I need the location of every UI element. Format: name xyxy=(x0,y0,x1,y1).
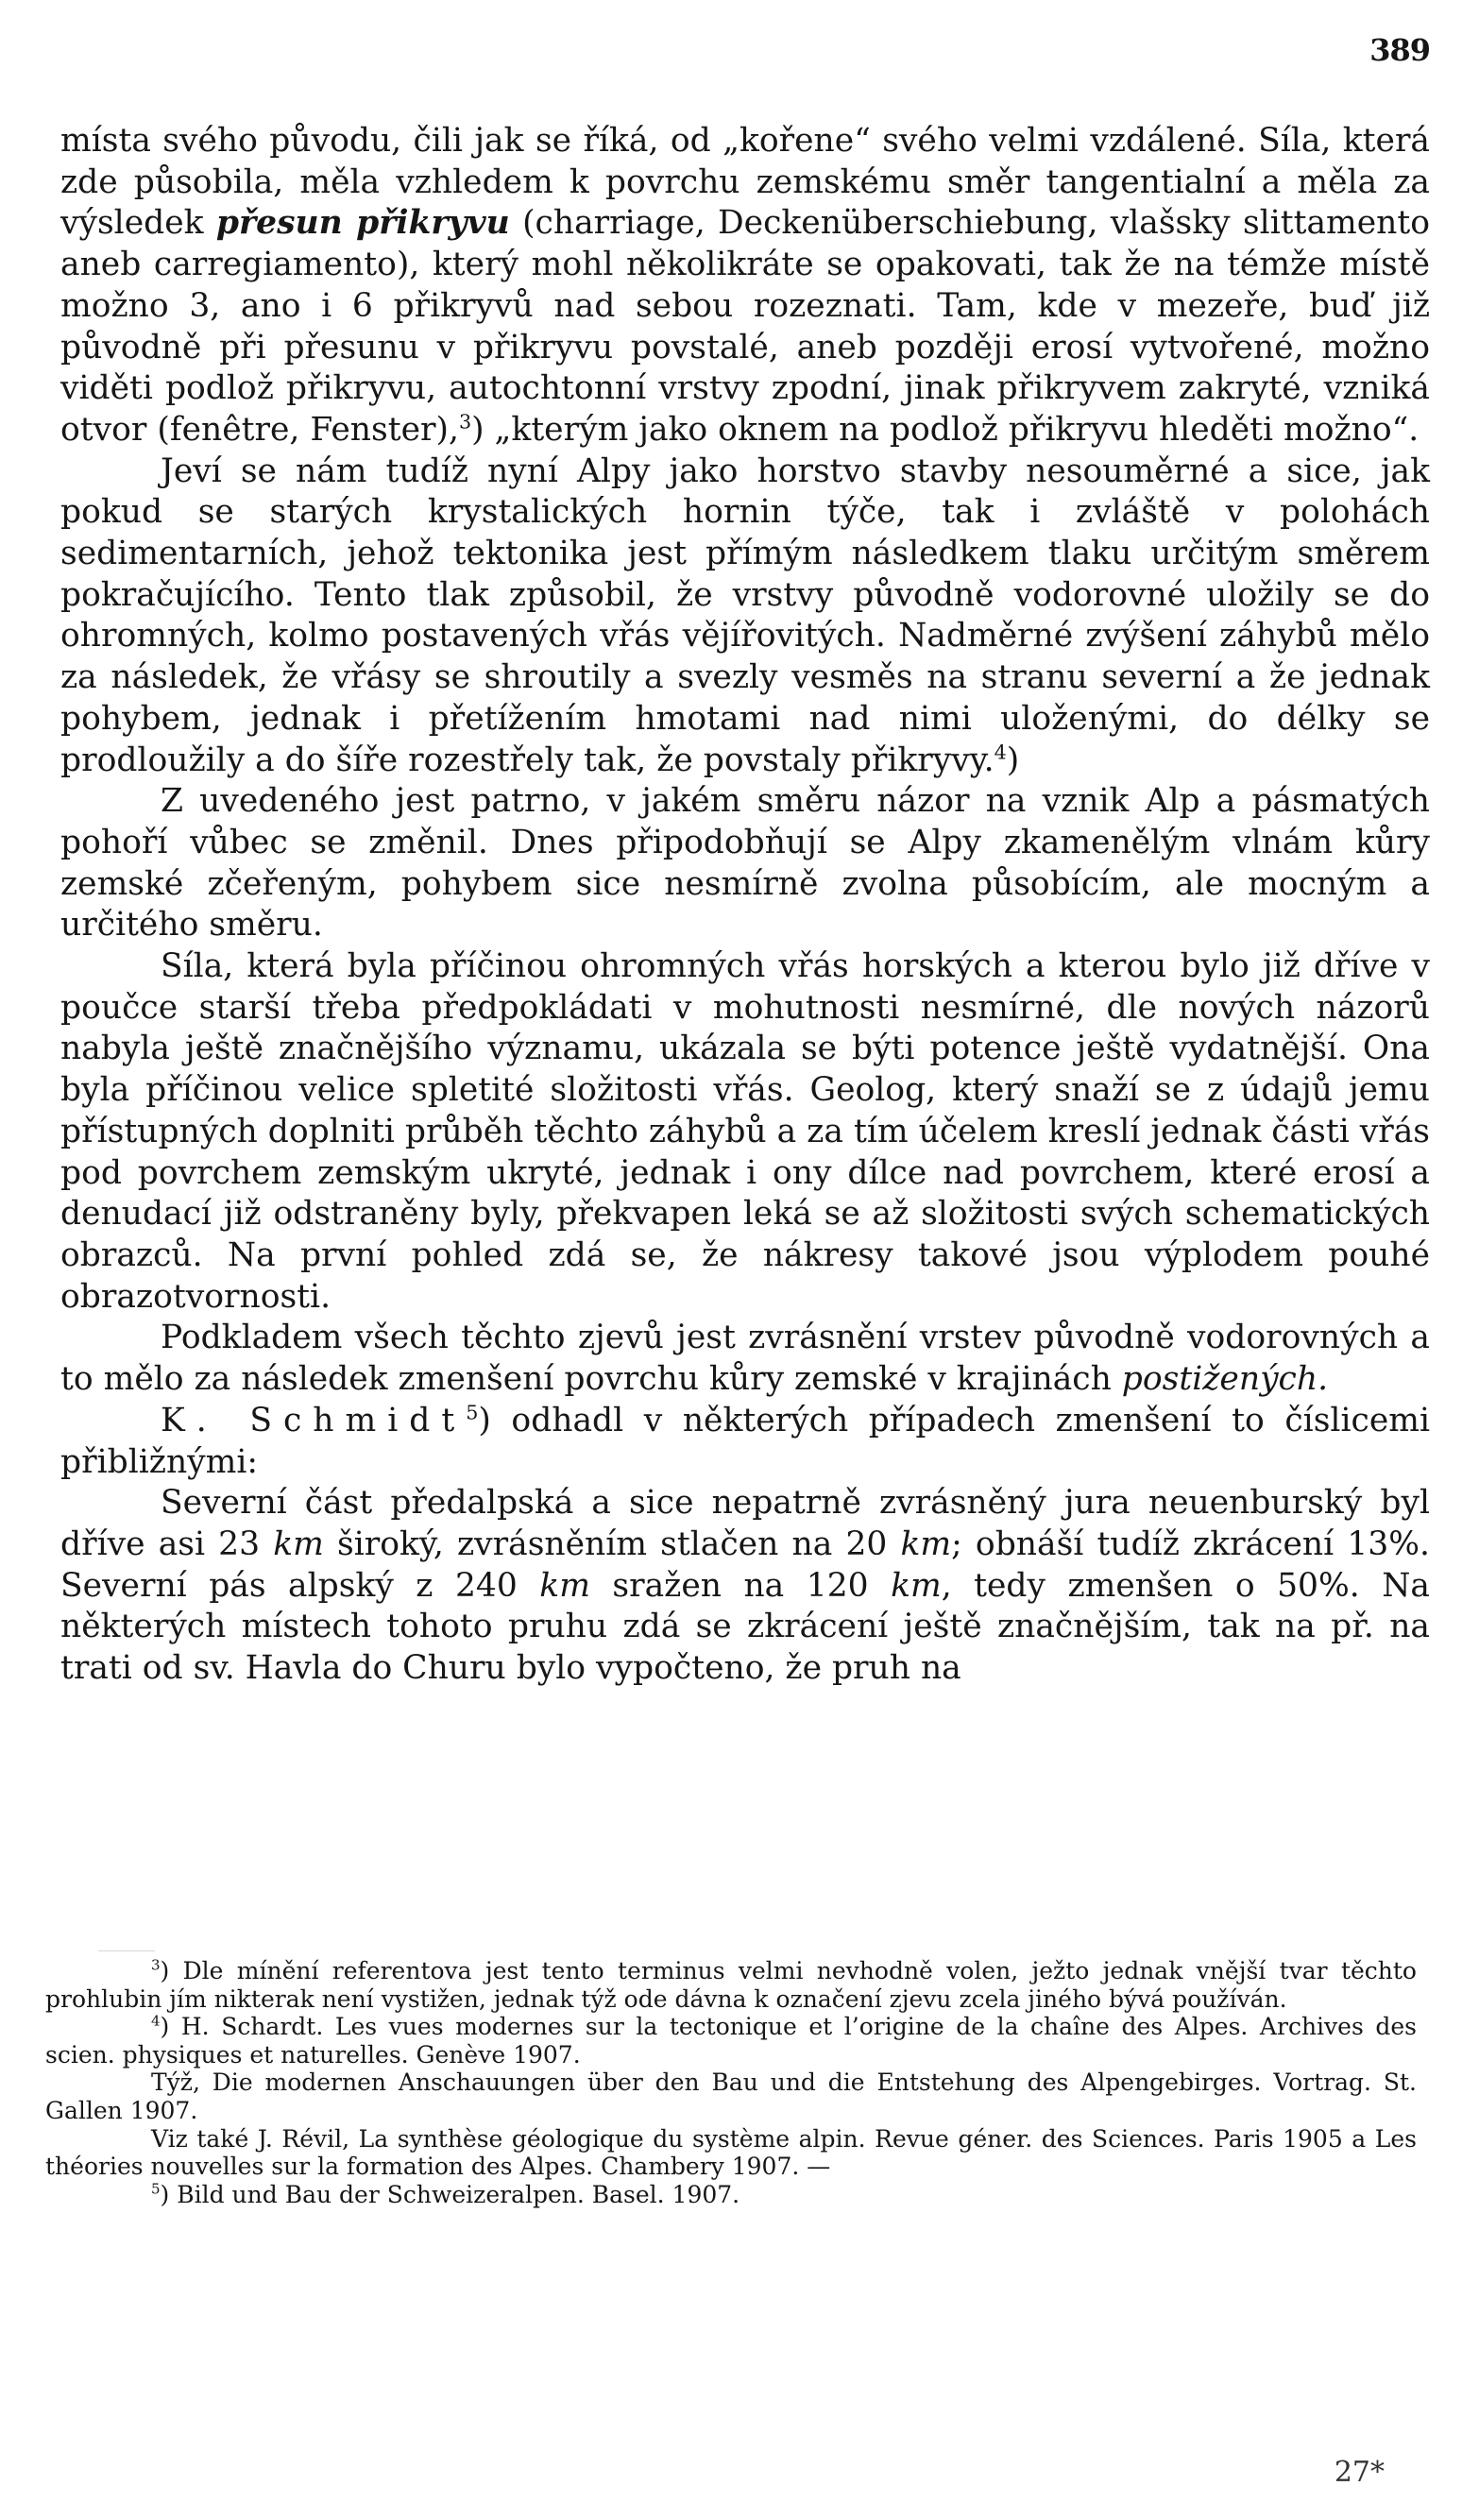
unit-km: km xyxy=(900,1524,952,1563)
paragraph-5-italic: postižených. xyxy=(1121,1360,1329,1399)
main-text xyxy=(60,121,1430,1690)
paragraph-2-tail: ) xyxy=(1006,741,1020,779)
footnote-4-see-also: Viz také J. Révil, La synthèse géologique du système alpin. Revue géner. des Sciences. Paris 1905 a Les théories nouvelles sur la formation des Alpes. Chambery 1907. — xyxy=(45,2124,1417,2181)
footnote-5 xyxy=(45,2181,1417,2209)
page-number: 389 xyxy=(1369,32,1430,68)
unit-km: km xyxy=(273,1524,324,1563)
paragraph-1-text-c: ) „kterým jako oknem na podlož přikryvu hleděti možno“. xyxy=(471,410,1420,449)
unit-km: km xyxy=(539,1566,590,1605)
footnote-ref-3: 3 xyxy=(458,410,472,434)
author-name: K. Schmidt xyxy=(161,1401,467,1439)
footnote-3 xyxy=(45,1957,1417,2013)
footnote-5-text: ) Bild und Bau der Schweizeralpen. Basel. 1907. xyxy=(160,2180,740,2208)
paragraph-7-text-d: sražen na 120 xyxy=(589,1566,892,1605)
paragraph-7 xyxy=(60,1483,1430,1690)
paragraph-7-text-e: , tedy zmenšen o 50%. Na některých místech tohoto pruhu zdá se zkrácení ještě značnějším, tak na př. na trati od sv. Havla do Churu bylo vypočteno, že pruh na xyxy=(60,1566,1430,1688)
footnote-3-text: ) Dle mínění referentova jest tento terminus velmi nevhodně volen, ježto jednak vnější tvar těchto prohlubin jím nikterak není vystižen, jednak týž ode dávna k označení zjevu zcela jiného bývá používán. xyxy=(45,1957,1417,2013)
footnote-mark: 5 xyxy=(151,2180,161,2198)
footnote-4-continued: Týž, Die modernen Anschauungen über den Bau und die Entstehung des Alpengebirges. Vortrag. St. Gallen 1907. xyxy=(45,2069,1417,2124)
footnote-ref-4: 4 xyxy=(994,741,1007,764)
paragraph-7-text-b: široký, zvrásněním stlačen na 20 xyxy=(323,1524,901,1563)
paragraph-1 xyxy=(60,121,1430,451)
paragraph-6-text: ) odhadl v některých případech zmenšení to číslicemi přibližnými: xyxy=(60,1401,1430,1481)
emphasized-term: přesun přikryvu xyxy=(215,204,510,243)
paragraph-7-text-a: Severní část předalpská a sice nepatrně zvrásněný jura neuenburský byl dříve asi 23 xyxy=(60,1484,1430,1563)
footnote-ref-5: 5 xyxy=(466,1401,479,1424)
paragraph-2-text: Jeví se nám tudíž nyní Alpy jako horstvo stavby nesouměrné a sice, jak pokud se starých krystalických hornin týče, tak i zvláště v polohách sedimentarních, jehož tektonika jest přímým následkem tlaku určitým směrem pokračujícího. Tento tlak způsobil, že vrstvy původně vodorovné uložily se do ohromných, kolmo postavených vřás vějířovitých. Nadměrné zvýšení záhybů mělo za následek, že vřásy se shroutily a svezly vesměs na stranu severní a že jednak pohybem, jednak i přetížením hmotami nad nimi uloženými, do délky se prodloužily a do šíře rozestřely tak, že povstaly přikryvy. xyxy=(60,451,1430,779)
footnote-4-text: ) H. Schardt. Les vues modernes sur la tectonique et l’origine de la chaîne des Alpes. Archives des scien. physiques et naturelles. Genève 1907. xyxy=(45,2013,1417,2069)
footnotes xyxy=(45,1957,1417,2208)
printer-signature: 27* xyxy=(1334,2456,1385,2489)
paragraph-5-text: Podkladem všech těchto zjevů jest zvrásnění vrstev původně vodorovných a to mělo za následek zmenšení povrchu kůry zemské v krajinách xyxy=(60,1319,1430,1399)
footnote-mark: 4 xyxy=(151,2012,161,2030)
footnote-divider xyxy=(98,1950,155,1951)
unit-km: km xyxy=(891,1566,942,1605)
paragraph-7-text-c: ; obnáší tudíž zkrácení 13%. Severní pás alpský z 240 xyxy=(60,1524,1430,1605)
footnote-4 xyxy=(45,2013,1417,2069)
paragraph-2 xyxy=(60,451,1430,782)
paragraph-3: Z uvedeného jest patrno, v jakém směru názor na vznik Alp a pásmatých pohoří vůbec se změnil. Dnes připodobňují se Alpy zkamenělým vlnám kůry zemské zčeřeným, pohybem sice nesmírně zvolna působícím, ale mocným a určitého směru. xyxy=(60,782,1430,945)
paragraph-1-text-b: (charriage, Deckenüberschiebung, vlašsky slittamento aneb carregiamento), který mohl několikráte se opakovati, tak že na témže místě možno 3, ano i 6 přikryvů nad sebou rozeznati. Tam, kde v mezeře, buď již původně při přesunu v přikryvu povstalé, aneb později erosí vytvořené, možno viděti podlož přikryvu, autochtonní vrstvy zpodní, jinak přikryvem zakryté, vzniká otvor (fenêtre, Fenster), xyxy=(60,204,1431,449)
paragraph-1-text-a: místa svého původu, čili jak se říká, od „kořene“ svého velmi vzdálené. Síla, která zde působila, měla vzhledem k povrchu zemskému směr tangentialní a měla za výsledek xyxy=(60,122,1430,243)
paragraph-4: Síla, která byla příčinou ohromných vřás horských a kterou bylo již dříve v poučce starší třeba předpokládati v mohutnosti nesmírné, dle nových názorů nabyla ještě značnějšího významu, ukázala se býti potence ještě vydatnější. Ona byla příčinou velice spletité složitosti vřás. Geolog, který snaží se z údajů jemu přístupných doplniti průběh těchto záhybů a za tím účelem kreslí jednak části vřás pod povrchem zemským ukryté, jednak i ony dílce nad povrchem, které erosí a denudací již odstraněny byly, překvapen leká se až složitosti svých schematických obrazců. Na první pohled zdá se, že nákresy takové jsou výplodem pouhé obrazotvornosti. xyxy=(60,947,1430,1316)
paragraph-6 xyxy=(60,1401,1430,1483)
paragraph-5 xyxy=(60,1318,1430,1400)
footnote-mark: 3 xyxy=(151,1956,161,1974)
